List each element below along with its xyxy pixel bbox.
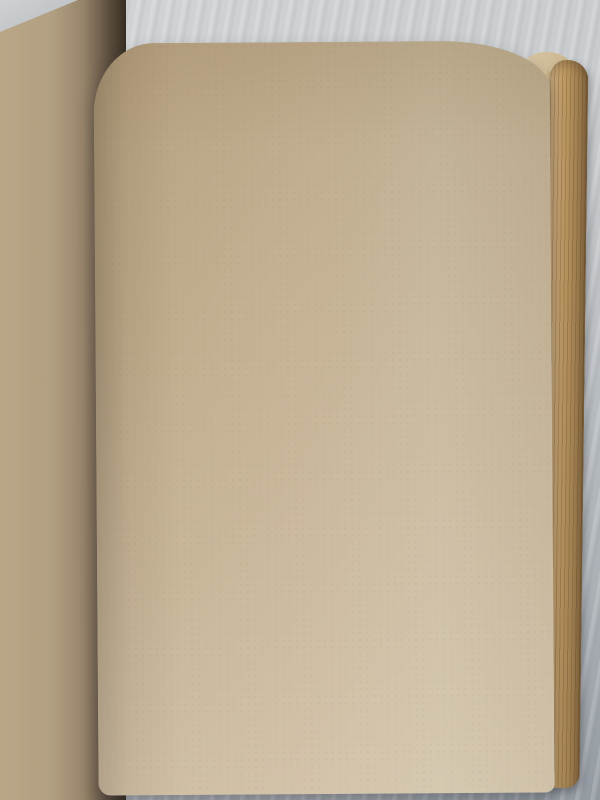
background-corner <box>0 0 78 32</box>
right-page <box>93 40 554 795</box>
page-grain <box>93 40 554 795</box>
